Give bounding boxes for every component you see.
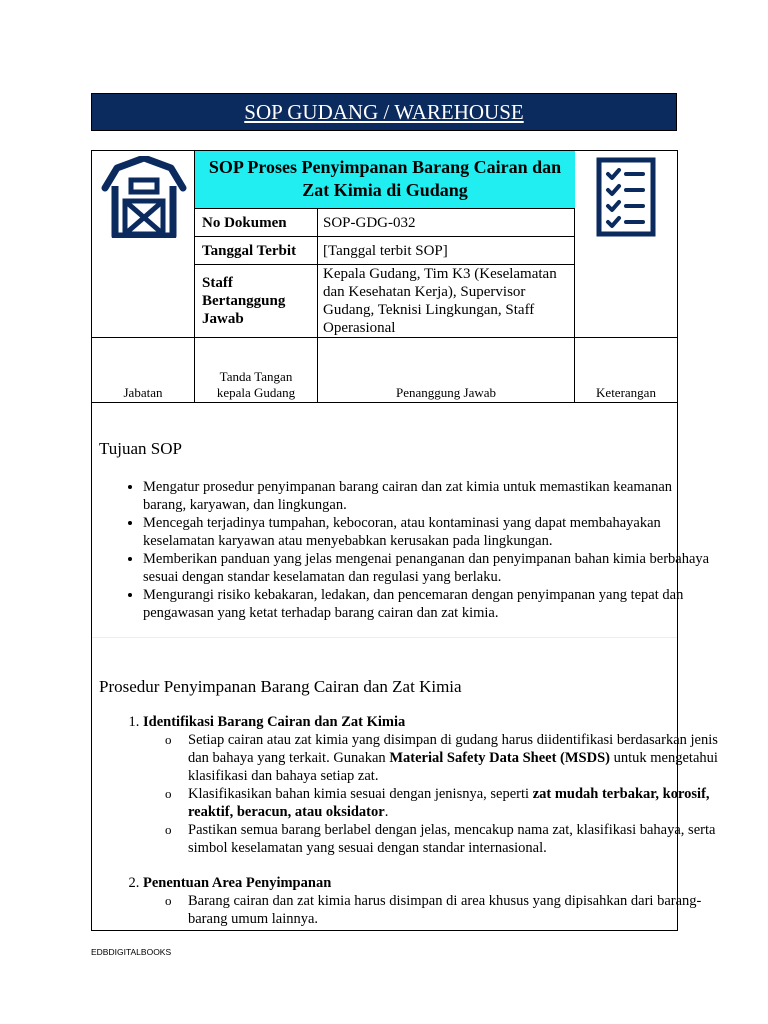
checklist-icon: [596, 157, 656, 237]
barn-icon: [101, 156, 187, 238]
sub-item: [143, 785, 718, 821]
tujuan-heading: Tujuan SOP: [99, 439, 182, 458]
list-item: • Mencegah terjadinya tumpahan, kebocoran, atau kontaminasi yang dapat membahayakan keselamatan karyawan atau menyebabkan kerusakan pada lingkungan.: [143, 514, 718, 550]
document-title: SOP Proses Penyimpanan Barang Cairan dan Zat Kimia di Gudang: [208, 157, 562, 200]
sop-document: [91, 150, 718, 931]
sub-text: Setiap cairan atau zat kimia yang disimpan di gudang harus diidentifikasi berdasarkan jenis dan bahaya yang terkait. Gunakan: [188, 732, 718, 766]
sub-text: .: [384, 804, 389, 820]
tujuan-list: [99, 478, 718, 622]
doc-number-label: No Dokumen: [202, 215, 287, 231]
section-divider: [92, 637, 677, 638]
list-item: • Mengurangi risiko kebakaran, ledakan, dan pencemaran dengan penyimpanan yang tepat dan pengawasan yang ketat terhadap barang cairan dan zat kimia.: [143, 586, 718, 622]
banner-title: SOP GUDANG / WAREHOUSE: [244, 100, 524, 124]
responsible-staff-value: Kepala Gudang, Tim K3 (Keselamatan dan Kesehatan Kerja), Supervisor Gudang, Teknisi Lingkungan, Staff Operasional: [323, 266, 557, 336]
step-item: [143, 874, 718, 928]
issue-date-label: Tanggal Terbit: [202, 243, 297, 259]
issue-date-value: [Tanggal terbit SOP]: [323, 243, 448, 259]
step-title: Identifikasi Barang Cairan dan Zat Kimia: [143, 714, 406, 730]
step-title: Penentuan Area Penyimpanan: [143, 875, 332, 891]
step-sublist: [143, 731, 718, 857]
doc-number-value: SOP-GDG-032: [323, 215, 416, 231]
step-sublist: [143, 892, 718, 928]
sig-col-penanggung-jawab: Penanggung Jawab: [395, 385, 496, 400]
sub-item: [143, 731, 718, 785]
sub-item: o Pastikan semua barang berlabel dengan jelas, mencakup nama zat, klasifikasi bahaya, serta simbol keselamatan yang sesuai dengan standar internasional.: [143, 821, 718, 857]
prosedur-steps: [99, 713, 718, 945]
sig-col-jabatan: Jabatan: [123, 385, 163, 400]
responsible-staff-label: Staff Bertanggung Jawab: [202, 275, 286, 327]
list-item: • Mengatur prosedur penyimpanan barang cairan dan zat kimia untuk memastikan keamanan barang, karyawan, dan lingkungan.: [143, 478, 718, 514]
document-title-cell: [195, 151, 575, 208]
sig-col-tanda-tangan: Tanda Tangan kepala Gudang: [216, 369, 296, 400]
list-item: • Memberikan panduan yang jelas mengenai penanganan dan penyimpanan bahan kimia berbahaya sesuai dengan standar keselamatan dan regulasi yang berlaku.: [143, 550, 718, 586]
sub-text: Klasifikasikan bahan kimia sesuai dengan jenisnya, seperti: [188, 786, 533, 802]
sub-text-bold: Material Safety Data Sheet (MSDS): [389, 750, 610, 766]
sub-item: o Barang cairan dan zat kimia harus disimpan di area khusus yang dipisahkan dari barang-barang umum lainnya.: [143, 892, 718, 928]
sub-text: untuk mengetahui klasifikasi dan bahaya setiap zat.: [188, 750, 718, 784]
page-banner: [91, 93, 677, 131]
sig-col-keterangan: Keterangan: [596, 385, 656, 400]
step-item: [143, 713, 718, 857]
sub-text-bold: zat mudah terbakar, korosif, reaktif, beracun, atau oksidator: [188, 786, 710, 820]
footer-brand: EDBDIGITALBOOKS: [91, 947, 172, 957]
prosedur-heading: Prosedur Penyimpanan Barang Cairan dan Zat Kimia: [99, 677, 462, 696]
